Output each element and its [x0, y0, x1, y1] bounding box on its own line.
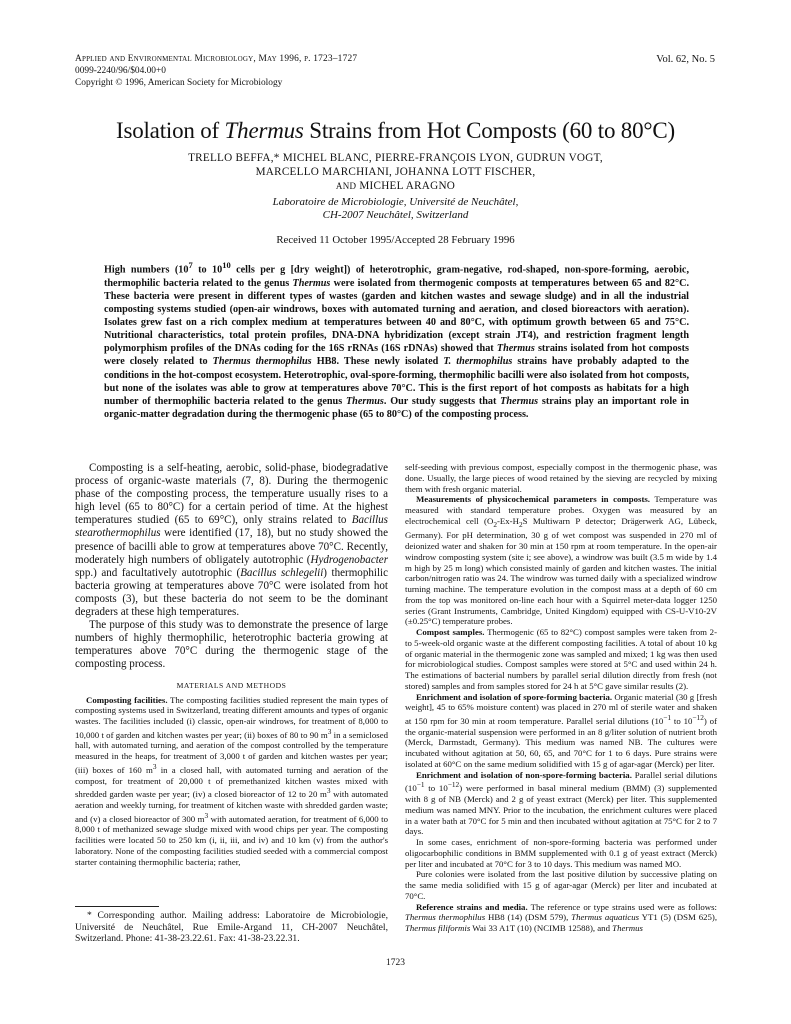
- journal-header: [75, 54, 357, 89]
- methods-paragraph-pure-colonies: Pure colonies were isolated from the last positive dilution by successive plating on the same media solidified with 15 g of agar-agar (Merck) per liter and incubated at 70°C.: [405, 869, 717, 901]
- methods-paragraph-samples: Compost samples. Thermogenic (65 to 82°C) compost samples were taken from 2- to 5-week-old organic waste at the different composting facilities. A total of about 10 kg of organic material in the thermogenic zone was sampled and mixed; 1 kg was then used for microbiological studies. Compost samples were stored at 5°C and used within 24 h. The estimations of bacterial numbers by parallel serial dilution directly from fresh (not stored) samples and from samples stored for 24 h at 5°C gave similar results (2).: [405, 627, 717, 691]
- corresponding-author-footnote: * Corresponding author. Mailing address: Laboratoire de Microbiologie, Université de Neuchâtel, Rue Emile-Argand 11, CH-2007 Neuchâtel, Switzerland. Phone: 41-38-23.22.61. Fax: 41-38-23.22.31.: [75, 910, 388, 945]
- methods-paragraph-non-spore-forming: Enrichment and isolation of non-spore-forming bacteria. Parallel serial dilutions ($10^{-1}$ to $10^{-12}$) were performed in basal mineral medium (BMM) (3) supplemented with 8 g of NB (Merck) and 2 g of yeast extract (Merck) per liter. This supplemented medium was named MNY. Prior to the incubation, the enrichment cultures were placed in a water bath at 70°C for 5 min and then incubated without agitation at 75°C for 2 to 7 days.: [405, 769, 718, 837]
- title-text-end: Strains from Hot Composts (60 to 80°C): [303, 118, 675, 143]
- title-text: Isolation of: [115, 118, 225, 143]
- authors-line-2: MARCELLO MARCHIANI, JOHANNA LOTT FISCHER,: [255, 166, 536, 179]
- affiliation-line-1: Laboratoire de Microbiologie, Université de Neuchâtel,: [272, 196, 519, 208]
- methods-paragraph-spore-forming: Enrichment and isolation of spore-forming bacteria. Organic material (30 g [fresh weight], 45 to 65% moisture content) was placed in 270 ml of sterile water and shaken at 150 rpm for 30 min at room temperature. Parallel serial dilutions ($10^{-1}$ to $10^{-12}$) of the organic-material suspension were performed in an 8 g/liter solution of nutrient broth (Merck, Darmstadt, Germany). This medium was named NB. The cultures were incubated without agitation at 50, 60, 65, and 70°C for 1 to 6 days. Pure strains were isolated at 60°C on the same medium solidified with 15 g of agar-agar (Merck) per liter.: [405, 691, 718, 769]
- article-title: [75, 117, 716, 145]
- methods-paragraph-physicochemical: Measurements of physicochemical parameters in composts. Temperature was measured with standard temperature probes. Oxygen was measured by an electrochemical cell ($O_2-Ex-H_2S$ Multiwarn P detector; Drägerwerk AG, Lübeck, Germany). For pH determination, 30 g of wet compost was suspended in 270 ml of deionized water and shaken for 30 min at 150 rpm at room temperature. In the open-air windrow composting system (site i; see above), a windrow was built (3.5 m wide by 1.4 m high by 25 m long) which consisted mainly of garden and kitchen wastes. The initial carbon/nitrogen ratio was 24. The windrow was turned daily with a specialized windrow turning machine. The temperature evolution in the compost mass at a depth of 60 cm from the top was monitored on-line each hour with a Squirrel meter-data logger 1250 series (Grant Instruments, Cambridge, United Kingdom) equipped with CS-U-V10-2V (±0.25°C) temperature probes.: [405, 494, 717, 627]
- author-list: [75, 151, 716, 194]
- intro-paragraph-1: Composting is a self-heating, aerobic, solid-phase, biodegradative process of organic-waste materials (7, 8). During the thermogenic phase of the composting process, the temperature usually rises to a high level (65 to 80°C) for a certain period of time. At the highest temperatures studied (65 to 69°C), only strains related to Bacillus stearothermophilus were identified (17, 18), but no study showed the presence of bacilli able to grow at temperatures above 70°C. Recently, moderately high numbers of obligately autotrophic (Hydrogenobacter spp.) and facultatively autotrophic (Bacillus schlegelii) thermophilic bacteria growing at temperatures above 70°C were isolated from hot composts (3), but these bacteria do not seem to be the dominant degraders at these high temperatures.: [75, 462, 388, 619]
- right-column: [405, 462, 717, 934]
- journal-citation: Applied and Environmental Microbiology, May 1996, p. 1723–1727: [75, 54, 358, 64]
- authors-line-1: TRELLO BEFFA,* MICHEL BLANC, PIERRE-FRANÇOIS LYON, GUDRUN VOGT,: [188, 152, 603, 164]
- title-genus: Thermus: [224, 118, 304, 143]
- methods-paragraph-facilities: Composting facilities. The composting facilities studied represent the main types of composting systems used in Switzerland, treating different amounts and types of organic wastes. The facilities included (i) classic, open-air windrows, for treatment of 8,000 to 10,000 t of garden and kitchen wastes per year; (ii) boxes of 80 to 90 $m^3$ in a semiclosed hall, with automated turning, and aeration of the compost controlled by the temperature measured in the heaps, for treatment of 3,000 t of garden and kitchen wastes per year; (iii) boxes of 160 $m^3$ in a closed hall, with automated turning and aeration of the compost, for treatment of 20,000 t of premethanized kitchen wastes mixed with shredded garden waste per year; (iv) a closed bioreactor of 12 to 20 $m^3$ with automated aeration and weekly turning, for treatment of kitchen waste with shredded garden waste; and (v) a closed bioreactor of 300 $m^3$ with automated aeration, for treatment of 6,000 to 8,000 t of methanized sewage sludge mixed with wood chips per year. The composting facilities were located 50 to 250 km (i, ii, iii, and iv) and 10 km (v) from the author's laboratory. None of the composting facilities studied seeded with a commercial compost starter containing thermophilic bacteria; rather,: [75, 694, 389, 867]
- authors-line-3: [75, 179, 716, 193]
- affiliation: [75, 196, 716, 222]
- methods-paragraph-oligocarbophilic: In some cases, enrichment of non-spore-forming bacteria was performed under oligocarbophilic conditions in BMM supplemented with 0.1 g of yeast extract (Merck) per liter and incubated at 70°C for 3 to 10 days. This medium was named MO.: [405, 837, 717, 869]
- issn-line: 0099-2240/96/$04.00+0: [75, 65, 166, 76]
- section-heading: MATERIALS AND METHODS: [176, 680, 287, 690]
- methods-paragraph-reference-strains: Reference strains and media. The reference or type strains used were as follows: Thermus thermophilus HB8 (14) (DSM 579), Thermus aquaticus YT1 (5) (DSM 625), Thermus filiformis Wai 33 A1T (10) (NCIMB 12588), and Thermus: [405, 901, 718, 934]
- intro-paragraph-2: The purpose of this study was to demonstrate the presence of large numbers of highly thermophilic, heterotrophic bacteria growing at temperatures above 70°C during the thermogenic stage of the composting process.: [75, 619, 388, 671]
- copyright-line: Copyright © 1996, American Society for Microbiology: [75, 77, 283, 88]
- abstract: High numbers ($10^7$ to $10^{10}$ cells per g [dry weight]) of heterotrophic, gram-negative, rod-shaped, non-spore-forming, aerobic, thermophilic bacteria related to the genus Thermus were isolated from thermogenic composts at temperatures between 65 and 82°C. These bacteria were present in different types of wastes (garden and kitchen wastes and sewage sludge) and in all the industrial composting systems studied (open-air windrows, boxes with automated turning and aeration, and closed bioreactors with aeration). Isolates grew fast on a rich complex medium at temperatures between 40 and 80°C, with optimum growth between 65 and 75°C. Nutritional characteristics, total protein profiles, DNA-DNA hybridization (except strain JT4), and restriction fragment length polymorphism profiles of the DNAs coding for the 16S rRNAs (16S rDNAs) showed that Thermus strains isolated from hot composts were closely related to Thermus thermophilus HB8. These newly isolated T. thermophilus strains have probably adapted to the conditions in the hot-compost ecosystem. Heterotrophic, oval-spore-forming, thermophilic bacilli were also isolated from hot composts, but none of the isolates was able to grow at temperatures above 70°C. This is the first report of hot composts as habitats for a high number of thermophilic bacteria related to the genus Thermus. Our study suggests that Thermus strains play an important role in organic-matter degradation during the thermogenic phase (65 to 80°C) of the composting process.: [104, 260, 690, 421]
- volume-issue: Vol. 62, No. 5: [656, 54, 715, 65]
- page-number: 1723: [386, 958, 405, 968]
- last-author: MICHEL ARAGNO: [359, 180, 456, 193]
- left-column: [75, 462, 388, 867]
- received-dates: Received 11 October 1995/Accepted 28 February 1996: [276, 234, 515, 246]
- affiliation-line-2: CH-2007 Neuchâtel, Switzerland: [322, 209, 469, 222]
- footnote-divider: [75, 906, 159, 907]
- and-word: AND: [335, 181, 357, 192]
- methods-paragraph-continued: self-seeding with previous compost, especially compost in the thermogenic phase, was done. Usually, the large pieces of wood retained by the sieving are recycled by mixing them with fresh organic material.: [405, 462, 717, 494]
